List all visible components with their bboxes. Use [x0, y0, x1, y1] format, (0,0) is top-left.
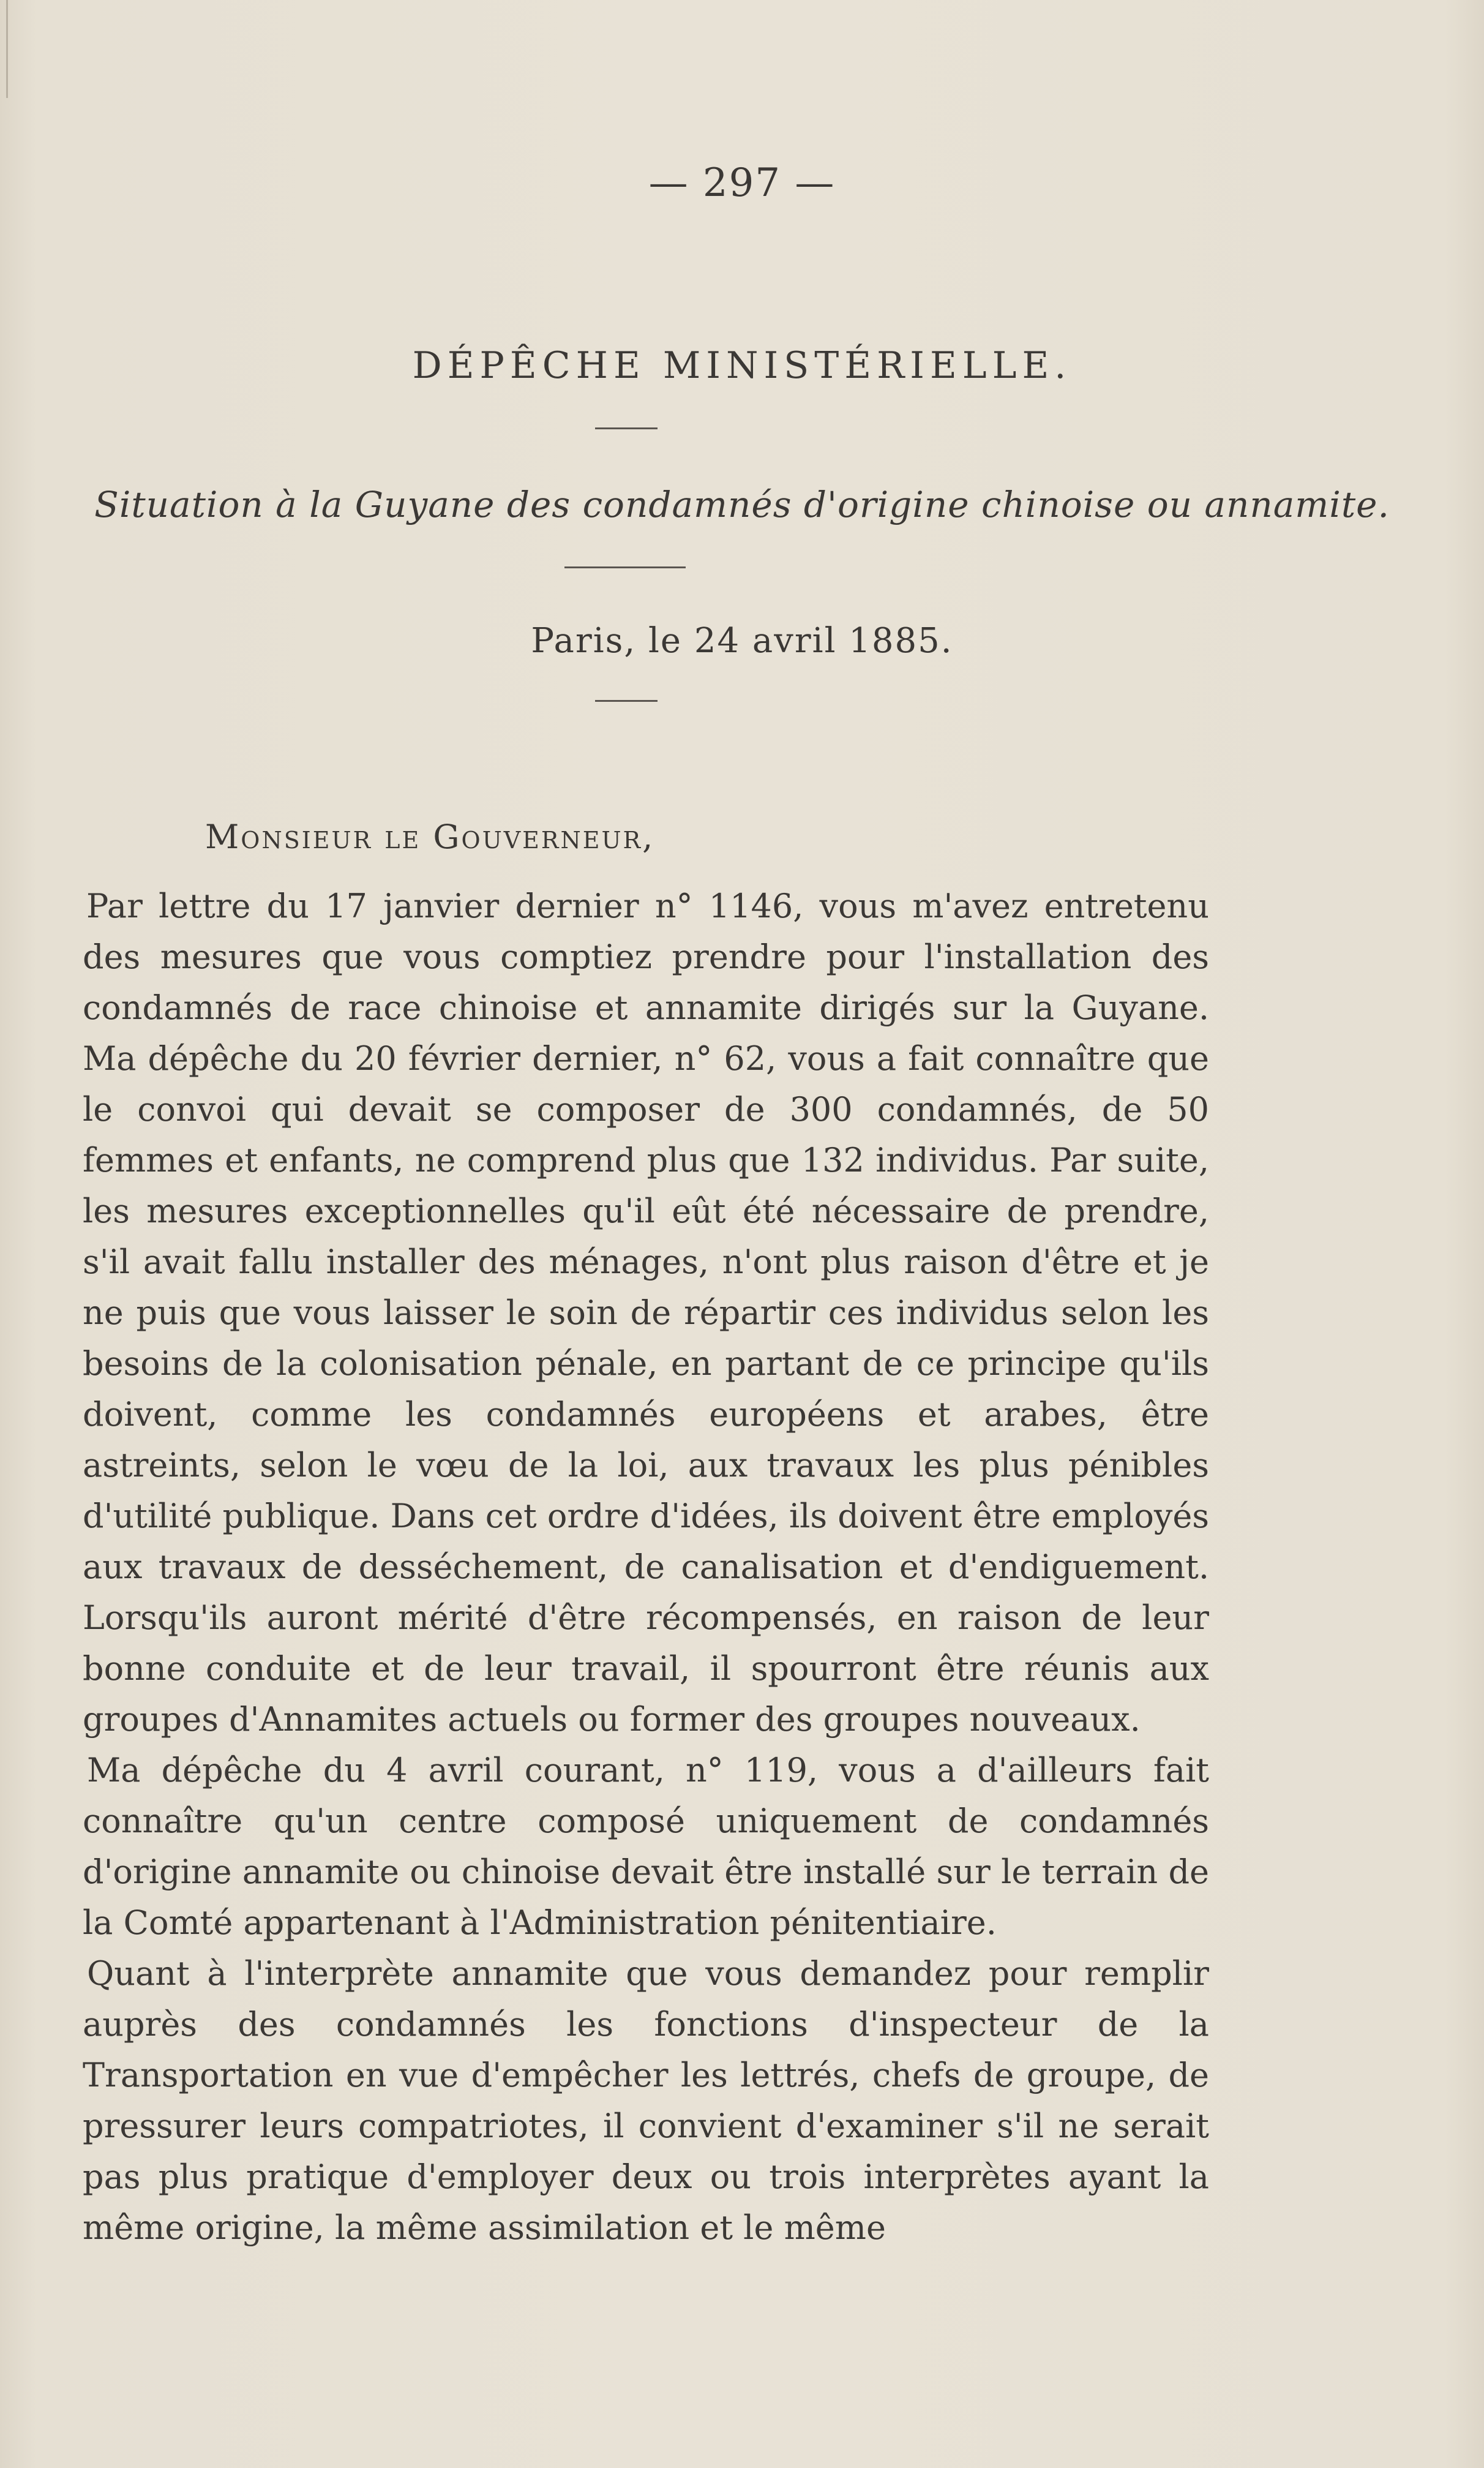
paragraph: Ma dépêche du 4 avril courant, n° 119, vous a d'ailleurs fait connaître qu'un centre composé uniquement de condamnés d'origine annamite ou chinoise devait être installé sur le terrain de la Comté appartenant à l'Administration pénitentiaire. — [83, 1751, 1209, 1942]
paragraph: Quant à l'interprète annamite que vous demandez pour remplir auprès des condamnés les fonctions d'inspecteur de la Transportation en vue d'empêcher les lettrés, chefs de groupe, de pressurer leurs compatriotes, il convient d'examiner s'il ne serait pas plus pratique d'employer deux ou trois interprètes ayant la même origine, la même assimilation et le même — [83, 1954, 1209, 2247]
subtitle-rule — [564, 566, 686, 568]
letter-body — [83, 881, 1209, 2253]
dateline: Paris, le 24 avril 1885. — [531, 621, 953, 661]
dateline-rule — [595, 700, 658, 702]
paragraph: Par lettre du 17 janvier dernier n° 1146, vous m'avez entretenu des mesures que vous comptiez prendre pour l'installation des condamnés de race chinoise et annamite dirigés sur la Guyane. Ma dépêche du 20 février dernier, n° 62, vous a fait connaître que le convoi qui devait se composer de 300 condamnés, de 50 femmes et enfants, ne comprend plus que 132 individus. Par suite, les mesures exceptionnelles qu'il eût été nécessaire de prendre, s'il avait fallu installer des ménages, n'ont plus raison d'être et je ne puis que vous laisser le soin de répartir ces individus selon les besoins de la colonisation pénale, en partant de ce principe qu'ils doivent, comme les condamnés européens et arabes, être astreints, selon le vœu de la loi, aux travaux les plus pénibles d'utilité publique. Dans cet ordre d'idées, ils doivent être employés aux travaux de desséchement, de canalisation et d'endiguement. Lorsqu'ils auront mérité d'être récompensés, en raison de leur bonne conduite et de leur travail, il spourront être réunis aux groupes d'Annamites actuels ou former des groupes nouveaux. — [83, 887, 1210, 1739]
document-title: DÉPÊCHE MINISTÉRIELLE. — [412, 344, 1072, 387]
document-subtitle: Situation à la Guyane des condamnés d'origine chinoise ou annamite. — [94, 484, 1390, 525]
page-number: — 297 — — [648, 160, 836, 206]
salutation: Monsieur le Gouverneur, — [205, 818, 655, 856]
title-rule — [595, 427, 658, 429]
page-edge-line — [6, 0, 8, 98]
